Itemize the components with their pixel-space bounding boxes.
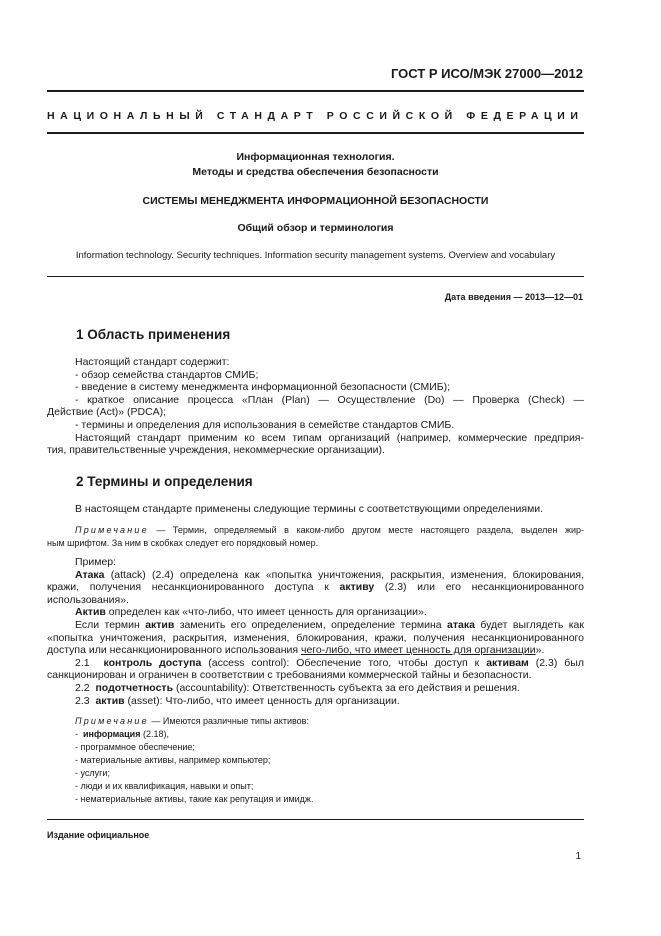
- term-asset-ref: активу: [339, 581, 375, 594]
- term-asset-def: актив: [95, 694, 125, 707]
- term-access-control: контроль доступа: [103, 656, 202, 669]
- example-label: Пример:: [75, 556, 117, 568]
- example-attack-text: (2.3) или его несанкционированного: [374, 581, 584, 594]
- section-1-item: - введение в систему менеджмента информационной безопасности (СМИБ);: [75, 381, 451, 394]
- note-2: Примечание — Имеются различные типы активов: - информация (2.18), - программное обеспечение; - материальные активы, например компьютер; - услуги; - люди и их квалификация, навыки и опыт; - нематериальные активы, такие как репутация и имидж.: [47, 715, 584, 806]
- note-2-item: - программное обеспечение;: [75, 742, 195, 752]
- title-line-1: Информационная технология.: [236, 151, 395, 163]
- section-1-heading: 1 Область применения: [76, 327, 231, 342]
- term-definition: санкционирован и ограничен в соответствии с требованиями коммерческой тайны и безопасности.: [47, 669, 532, 682]
- term-number: 2.1: [75, 656, 90, 669]
- term-attack-ref: атака: [447, 618, 475, 631]
- section-2-intro-block: [47, 503, 584, 516]
- standard-subtitle: Общий обзор и терминология: [237, 222, 394, 234]
- official-edition-label: Издание официальное: [47, 830, 150, 840]
- section-1-item-pdca-cont: Действие (Act)» (PDCA);: [47, 406, 167, 419]
- section-1-scope: Настоящий стандарт применим ко всем типам организаций (например, коммерческие предприя-: [75, 431, 584, 444]
- term-asset: Актив: [75, 606, 106, 619]
- term-number: 2.2: [75, 681, 90, 694]
- note-1-label: Примечание: [75, 525, 149, 535]
- replace-text: «попытка уничтожения, раскрытия, изменения, блокирования, кражи, получения несанкционированного: [47, 631, 584, 644]
- national-standard-banner: НАЦИОНАЛЬНЫЙ СТАНДАРТ РОССИЙСКОЙ ФЕДЕРАЦИИ: [47, 110, 584, 122]
- section-1-item: - обзор семейства стандартов СМИБ;: [75, 368, 259, 381]
- note-2-item: - нематериальные активы, такие как репутация и имидж.: [75, 794, 314, 804]
- document-id: ГОСТ Р ИСО/МЭК 27000—2012: [390, 66, 583, 81]
- replace-text: доступа или несанкционированного использования: [47, 644, 301, 657]
- term-attack: Атака: [75, 568, 105, 581]
- term-definition: (asset): Что-либо, что имеет ценность для организации.: [124, 694, 400, 707]
- note-1-text: — Термин, определяемый в каком-либо другом месте настоящего раздела, выделен жир-: [148, 525, 584, 535]
- note-1-text-cont: ным шрифтом. За ним в скобках следует его порядковый номер.: [47, 538, 319, 548]
- replace-text: будет выглядеть как: [474, 618, 584, 631]
- note-2-item-ref: (2.18),: [140, 729, 169, 739]
- example-attack-text: (attack) (2.4) определена как «попытка уничтожения, раскрытия, изменения, блокирования,: [104, 568, 584, 581]
- example-block: [47, 556, 584, 707]
- page-number: 1: [575, 851, 581, 862]
- term-definition: (accountability): Ответственность субъекта за его действия и решения.: [173, 681, 520, 694]
- example-asset-text: определен как «что-либо, что имеет ценность для организации».: [105, 606, 427, 619]
- term-number: 2.3: [75, 694, 90, 707]
- section-1-intro: Настоящий стандарт содержит:: [75, 356, 230, 368]
- note-2-text: — Имеются различные типы активов:: [148, 716, 309, 726]
- note-2-item: - люди и их квалификация, навыки и опыт;: [75, 781, 254, 791]
- section-1-item-pdca: - краткое описание процесса «План (Plan) — Осуществление (Do) — Проверка (Check) —: [75, 393, 584, 406]
- title-rule: [47, 276, 584, 277]
- standard-main-title: СИСТЕМЫ МЕНЕДЖМЕНТА ИНФОРМАЦИОННОЙ БЕЗОПАСНОСТИ: [142, 195, 489, 207]
- example-attack-text: кражи, получения несанкционированного доступа к: [47, 581, 340, 594]
- title-line-2: Методы и средства обеспечения безопасности: [192, 166, 439, 178]
- header-top-rule: [47, 90, 584, 92]
- replace-underlined: чего-либо, что имеет ценность для организации: [301, 644, 536, 657]
- introduction-date: Дата введения — 2013—12—01: [444, 292, 583, 302]
- replace-text: Если термин: [75, 618, 146, 631]
- replace-text: заменить его определением, определение термина: [174, 618, 448, 631]
- note-1: [47, 524, 584, 550]
- note-2-item: - услуги;: [75, 768, 110, 778]
- header-bottom-rule: [47, 132, 584, 134]
- term-assets-ref: активам: [486, 656, 529, 669]
- section-1-item: - термины и определения для использования в семействе стандартов СМИБ.: [75, 418, 455, 431]
- note-2-item-information: информация: [83, 729, 141, 739]
- section-2-heading: 2 Термины и определения: [76, 474, 253, 489]
- section-1-scope-cont: тия, правительственные учреждения, некоммерческие организации).: [47, 444, 385, 457]
- term-definition: (2.3) был: [528, 656, 584, 669]
- footer-rule: [47, 819, 584, 820]
- term-accountability: подотчетность: [95, 681, 174, 694]
- term-definition: (access control): Обеспечение того, чтобы доступ к: [201, 656, 487, 669]
- note-2-label: Примечание: [75, 716, 149, 726]
- note-2-item: - материальные активы, например компьютер;: [75, 755, 271, 765]
- section-2-intro: В настоящем стандарте применены следующие термины с соответствующими определениями.: [75, 503, 544, 515]
- term-asset-ref: актив: [145, 618, 175, 631]
- english-title: Information technology. Security techniques. Information security management systems. Overview and vocabulary: [75, 250, 556, 261]
- example-attack-text: использования».: [47, 593, 129, 606]
- replace-text: ».: [535, 644, 545, 657]
- section-1-body: [47, 356, 584, 457]
